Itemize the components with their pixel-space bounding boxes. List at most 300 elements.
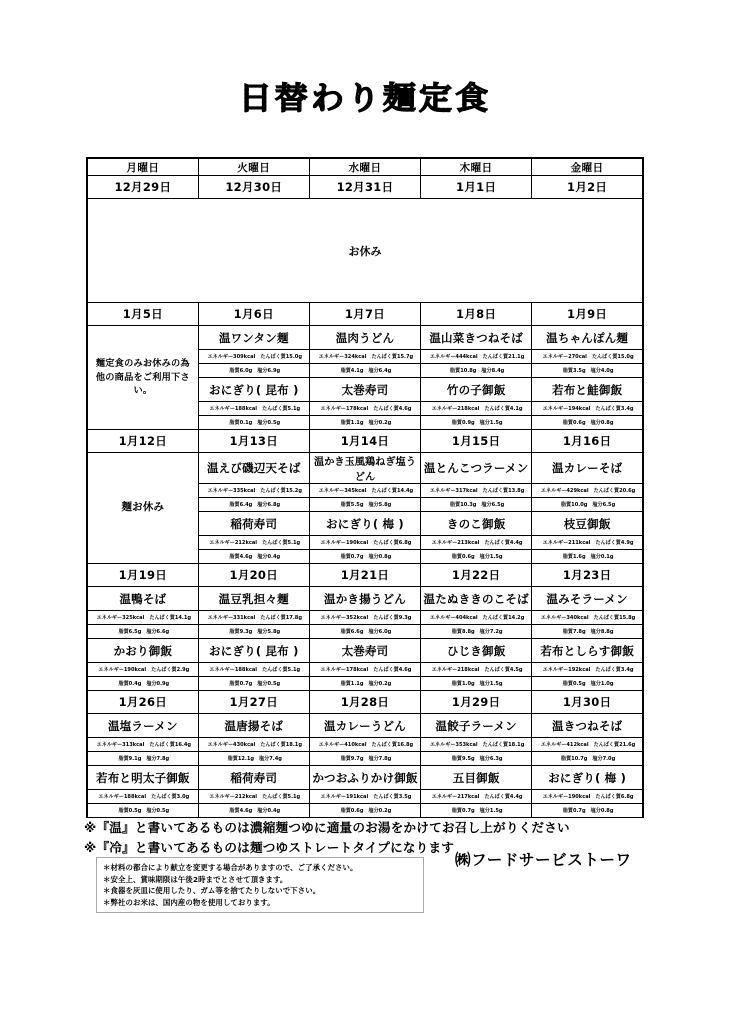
noodle-energy_protein-3-2 — [309, 611, 420, 625]
energy-value: エネルギー194kcal — [542, 406, 591, 412]
noodle-name-4-2: 温カレーうどん — [309, 714, 420, 738]
noodle-energy_protein-2-1 — [198, 484, 309, 498]
date-cell-1-2: 1月7日 — [309, 303, 420, 326]
energy-value: エネルギー178kcal — [320, 667, 369, 673]
noodle-energy_protein-4-2 — [309, 738, 420, 752]
salt-value: 塩分0.1g — [590, 554, 614, 560]
date-row-week-4 — [87, 691, 643, 714]
rice-name-1-4: 若布と鮭御飯 — [532, 378, 643, 402]
protein-value: たんぱく質6.8g — [595, 794, 634, 800]
salt-value: 塩分6.8g — [257, 502, 281, 508]
energy-value: エネルギー313kcal — [96, 742, 145, 748]
protein-value: たんぱく質16.8g — [371, 742, 414, 748]
energy-value: エネルギー190kcal — [98, 667, 147, 673]
noodle-name-2-3: 温とんこつラーメン — [421, 453, 532, 484]
fat-value: 脂質0.1g — [229, 420, 253, 426]
noodle-fat_salt-2-1 — [198, 498, 309, 512]
fat-value: 脂質0.7g — [562, 808, 586, 814]
noodle-fat_salt-1-2 — [309, 364, 420, 378]
noodle-fat_salt-3-3 — [421, 625, 532, 639]
noodle-fat_salt-4-4 — [532, 752, 643, 766]
protein-value: たんぱく質15.0g — [591, 354, 634, 360]
notice-line-1: 麺お休み — [121, 501, 165, 514]
noodle-fat_salt-1-1 — [198, 364, 309, 378]
salt-value: 塩分6.0g — [368, 629, 392, 635]
noodle-fat_salt-row-week-3 — [87, 625, 643, 639]
fat-value: 脂質1.0g — [451, 681, 475, 687]
noodle-fat_salt-2-2 — [309, 498, 420, 512]
weekday-header-2: 水曜日 — [309, 158, 420, 176]
noodle-name-2-2: 温かき玉風鶏ねぎ塩うどん — [309, 453, 420, 484]
noodle-name-row-week-3 — [87, 587, 643, 611]
date-cell-4-3: 1月29日 — [421, 691, 532, 714]
rice-energy_protein-4-4 — [532, 790, 643, 804]
protein-value: たんぱく質15.0g — [260, 354, 302, 360]
protein-value: たんぱく質14.2g — [482, 615, 525, 621]
rice-energy_protein-3-3 — [421, 663, 532, 677]
fat-value: 脂質0.5g — [562, 681, 586, 687]
energy-value: エネルギー353kcal — [429, 742, 478, 748]
energy-value: エネルギー412kcal — [540, 742, 589, 748]
rice-fat_salt-2-4 — [532, 550, 643, 564]
salt-value: 塩分0.8g — [590, 808, 614, 814]
rice-name-3-0: かおり御飯 — [87, 639, 198, 663]
weekday-header-1: 火曜日 — [198, 158, 309, 176]
weekday-header-row — [87, 158, 643, 176]
energy-value: エネルギー404kcal — [429, 615, 478, 621]
protein-value: たんぱく質21.1g — [482, 354, 525, 360]
weekday-header-0: 月曜日 — [87, 158, 198, 176]
fat-value: 脂質5.5g — [340, 502, 364, 508]
rice-name-4-1: 稲荷寿司 — [198, 766, 309, 790]
noodle-energy_protein-row-week-4 — [87, 738, 643, 752]
protein-value: たんぱく質4.6g — [373, 667, 412, 673]
rice-fat_salt-2-2 — [309, 550, 420, 564]
rice-name-1-2: 太巻寿司 — [309, 378, 420, 402]
salt-value: 塩分0.2g — [368, 808, 392, 814]
rice-energy_protein-row-week-4 — [87, 790, 643, 804]
page-title: 日替わり麺定食 — [238, 81, 492, 117]
rice-fat_salt-2-3 — [421, 550, 532, 564]
notice-cell-week-1 — [87, 326, 198, 430]
rice-fat_salt-row-week-3 — [87, 677, 643, 691]
weekday-header-4: 金曜日 — [532, 158, 643, 176]
energy-value: エネルギー309kcal — [207, 354, 256, 360]
rice-fat_salt-3-0 — [87, 677, 198, 691]
salt-value: 塩分1.5g — [479, 808, 503, 814]
rice-name-3-1: おにぎり( 昆布 ) — [198, 639, 309, 663]
rice-name-1-1: おにぎり( 昆布 ) — [198, 378, 309, 402]
energy-value: エネルギー212kcal — [209, 794, 258, 800]
fat-value: 脂質6.0g — [229, 368, 253, 374]
salt-value: 塩分6.5g — [481, 502, 505, 508]
noodle-fat_salt-row-week-4 — [87, 752, 643, 766]
fat-value: 脂質9.5g — [451, 756, 475, 762]
rice-energy_protein-2-1 — [198, 536, 309, 550]
noodle-energy_protein-4-0 — [87, 738, 198, 752]
noodle-energy_protein-3-0 — [87, 611, 198, 625]
date-cell-1-3: 1月8日 — [421, 303, 532, 326]
salt-value: 塩分5.8g — [257, 629, 281, 635]
noodle-name-1-1: 温ワンタン麺 — [198, 326, 309, 350]
protein-value: たんぱく質5.1g — [262, 794, 301, 800]
protein-value: たんぱく質3.4g — [595, 406, 634, 412]
noodle-fat_salt-4-2 — [309, 752, 420, 766]
protein-value: たんぱく質5.1g — [262, 540, 301, 546]
noodle-fat_salt-3-0 — [87, 625, 198, 639]
noodle-fat_salt-4-1 — [198, 752, 309, 766]
energy-value: エネルギー190kcal — [542, 794, 591, 800]
energy-value: エネルギー345kcal — [318, 488, 367, 494]
rice-energy_protein-1-1 — [198, 402, 309, 416]
rice-name-2-2: おにぎり( 梅 ) — [309, 512, 420, 536]
protein-value: たんぱく質4.4g — [484, 794, 523, 800]
fat-value: 脂質12.1g — [227, 756, 255, 762]
fat-value: 脂質9.7g — [340, 756, 364, 762]
fat-value: 脂質4.6g — [229, 554, 253, 560]
noodle-name-1-4: 温ちゃんぽん麺 — [532, 326, 643, 350]
salt-value: 塩分6.3g — [479, 756, 503, 762]
rice-energy_protein-3-2 — [309, 663, 420, 677]
noodle-name-3-1: 温豆乳担々麺 — [198, 587, 309, 611]
rice-fat_salt-3-2 — [309, 677, 420, 691]
noodle-name-row-week-2 — [87, 453, 643, 484]
protein-value: たんぱく質16.4g — [149, 742, 192, 748]
date-cell-1-0: 1月5日 — [87, 303, 198, 326]
noodle-name-row-week-1 — [87, 326, 643, 350]
noodle-energy_protein-4-1 — [198, 738, 309, 752]
rice-fat_salt-1-1 — [198, 416, 309, 430]
rice-energy_protein-1-3 — [421, 402, 532, 416]
fat-value: 脂質0.6g — [562, 420, 586, 426]
protein-value: たんぱく質20.6g — [593, 488, 636, 494]
noodle-name-3-3: 温たぬききのこそば — [421, 587, 532, 611]
salt-value: 塩分5.8g — [368, 502, 392, 508]
noodle-energy_protein-3-3 — [421, 611, 532, 625]
protein-value: たんぱく質3.0g — [151, 794, 190, 800]
fat-value: 脂質8.8g — [451, 629, 475, 635]
date-cell-2-2: 1月14日 — [309, 430, 420, 453]
protein-value: たんぱく質3.4g — [595, 667, 634, 673]
rice-energy_protein-4-0 — [87, 790, 198, 804]
date-cell-2-3: 1月15日 — [421, 430, 532, 453]
protein-value: たんぱく質5.1g — [262, 667, 301, 673]
salt-value: 塩分0.2g — [368, 681, 392, 687]
protein-value: たんぱく質15.7g — [371, 354, 414, 360]
noodle-energy_protein-row-week-3 — [87, 611, 643, 625]
energy-value: エネルギー325kcal — [96, 615, 145, 621]
date-cell-0-0: 12月29日 — [87, 176, 198, 199]
energy-value: エネルギー335kcal — [207, 488, 256, 494]
noodle-name-1-2: 温肉うどん — [309, 326, 420, 350]
noodle-name-4-1: 温唐揚そば — [198, 714, 309, 738]
noodle-name-3-0: 温鴨そば — [87, 587, 198, 611]
fat-value: 脂質6.6g — [340, 629, 364, 635]
energy-value: エネルギー430kcal — [207, 742, 256, 748]
salt-value: 塩分0.2g — [368, 420, 392, 426]
protein-value: たんぱく質4.5g — [484, 667, 523, 673]
fat-value: 脂質10.3g — [450, 502, 477, 508]
notice-cell-week-2 — [87, 453, 198, 564]
salt-value: 塩分1.0g — [590, 681, 614, 687]
rice-fat_salt-4-3 — [421, 804, 532, 818]
salt-value: 塩分0.5g — [257, 681, 281, 687]
date-cell-0-2: 12月31日 — [309, 176, 420, 199]
noodle-energy_protein-4-3 — [421, 738, 532, 752]
energy-value: エネルギー331kcal — [207, 615, 256, 621]
salt-value: 塩分0.8g — [590, 420, 614, 426]
rice-name-2-1: 稲荷寿司 — [198, 512, 309, 536]
salt-value: 塩分0.4g — [257, 554, 281, 560]
fat-value: 脂質10.7g — [560, 756, 588, 762]
salt-value: 塩分0.9g — [146, 681, 170, 687]
fat-value: 脂質6.4g — [229, 502, 253, 508]
fat-value: 脂質7.8g — [562, 629, 586, 635]
date-cell-2-4: 1月16日 — [532, 430, 643, 453]
rice-fat_salt-4-0 — [87, 804, 198, 818]
protein-value: たんぱく質5.1g — [262, 406, 301, 412]
fat-value: 脂質0.7g — [451, 808, 475, 814]
rice-fat_salt-row-week-4 — [87, 804, 643, 818]
notice-line-2: 他の商品をご利用下さい。 — [95, 371, 190, 397]
rice-energy_protein-2-2 — [309, 536, 420, 550]
protein-value: たんぱく質13.8g — [482, 488, 525, 494]
date-cell-3-2: 1月21日 — [309, 564, 420, 587]
noodle-name-1-3: 温山菜きつねそば — [421, 326, 532, 350]
date-row-week-3 — [87, 564, 643, 587]
fat-value: 脂質4.1g — [340, 368, 364, 374]
note-warm: ※『温』と書いてあるものは濃縮麺つゆに適量のお湯をかけてお召し上がりください — [84, 820, 570, 835]
salt-value: 塩分7.0g — [592, 756, 616, 762]
protein-value: たんぱく質15.2g — [260, 488, 302, 494]
salt-value: 塩分6.5g — [592, 502, 616, 508]
noodle-name-3-4: 温みそラーメン — [532, 587, 643, 611]
rice-energy_protein-2-4 — [532, 536, 643, 550]
salt-value: 塩分0.5g — [146, 808, 170, 814]
note-cold: ※『冷』と書いてあるものは麺つゆストレートタイプになります — [84, 840, 455, 856]
rice-fat_salt-4-4 — [532, 804, 643, 818]
energy-value: エネルギー270cal — [542, 354, 587, 360]
rice-name-4-4: おにぎり( 梅 ) — [532, 766, 643, 790]
energy-value: エネルギー178kcal — [320, 406, 369, 412]
protein-value: たんぱく質14.1g — [149, 615, 192, 621]
date-cell-4-1: 1月27日 — [198, 691, 309, 714]
salt-value: 塩分4.0g — [590, 368, 614, 374]
protein-value: たんぱく質2.9g — [151, 667, 190, 673]
energy-value: エネルギー188kcal — [209, 406, 258, 412]
fat-value: 脂質10.0g — [560, 502, 588, 508]
fat-value: 脂質0.7g — [340, 554, 364, 560]
fat-value: 脂質1.1g — [340, 420, 364, 426]
protein-value: たんぱく質18.1g — [482, 742, 525, 748]
noodle-energy_protein-1-2 — [309, 350, 420, 364]
energy-value: エネルギー190kcal — [320, 540, 369, 546]
salt-value: 塩分7.8g — [146, 756, 170, 762]
protein-value: たんぱく質4.4g — [484, 540, 523, 546]
energy-value: エネルギー211kcal — [542, 540, 591, 546]
rice-name-3-4: 若布としらす御飯 — [532, 639, 643, 663]
salt-value: 塩分7.4g — [259, 756, 282, 762]
noodle-fat_salt-1-4 — [532, 364, 643, 378]
rice-fat_salt-1-2 — [309, 416, 420, 430]
date-cell-4-2: 1月28日 — [309, 691, 420, 714]
rice-name-4-0: 若布と明太子御飯 — [87, 766, 198, 790]
date-row-week-2 — [87, 430, 643, 453]
rice-fat_salt-1-4 — [532, 416, 643, 430]
protein-value: たんぱく質21.6g — [593, 742, 636, 748]
holiday-row-week-0 — [87, 199, 643, 303]
fat-value: 脂質1.1g — [340, 681, 364, 687]
fat-value: 脂質0.6g — [451, 554, 475, 560]
rice-fat_salt-4-2 — [309, 804, 420, 818]
salt-value: 塩分0.4g — [257, 808, 281, 814]
fat-value: 脂質0.4g — [118, 681, 142, 687]
noodle-name-2-1: 温えび磯辺天そば — [198, 453, 309, 484]
rice-energy_protein-3-0 — [87, 663, 198, 677]
rice-name-2-4: 枝豆御飯 — [532, 512, 643, 536]
rice-energy_protein-3-1 — [198, 663, 309, 677]
rice-fat_salt-4-1 — [198, 804, 309, 818]
energy-value: エネルギー218kcal — [431, 406, 480, 412]
disclaimer-line-2: ＊食器を灰皿に使用したり、ガム等を捨てたりしないで下さい。 — [103, 886, 321, 896]
rice-energy_protein-2-3 — [421, 536, 532, 550]
noodle-name-4-4: 温きつねそば — [532, 714, 643, 738]
date-cell-3-1: 1月20日 — [198, 564, 309, 587]
date-cell-1-4: 1月9日 — [532, 303, 643, 326]
rice-energy_protein-1-2 — [309, 402, 420, 416]
noodle-energy_protein-2-3 — [421, 484, 532, 498]
energy-value: エネルギー218kcal — [431, 667, 480, 673]
energy-value: エネルギー188kcal — [209, 667, 258, 673]
date-cell-3-4: 1月23日 — [532, 564, 643, 587]
salt-value: 塩分6.9g — [257, 368, 281, 374]
rice-name-row-week-4 — [87, 766, 643, 790]
noodle-energy_protein-3-1 — [198, 611, 309, 625]
date-cell-0-3: 1月1日 — [421, 176, 532, 199]
salt-value: 塩分8.8g — [590, 629, 614, 635]
rice-energy_protein-4-2 — [309, 790, 420, 804]
protein-value: たんぱく質14.4g — [371, 488, 414, 494]
noodle-name-2-4: 温カレーそば — [532, 453, 643, 484]
rice-name-1-3: 竹の子御飯 — [421, 378, 532, 402]
disclaimer-line-1: ＊安全上、賞味期限は午後2時までとさせて頂きます。 — [103, 874, 288, 884]
salt-value: 塩分7.2g — [479, 629, 503, 635]
protein-value: たんぱく質9.3g — [373, 615, 412, 621]
date-row-week-1 — [87, 303, 643, 326]
noodle-energy_protein-2-4 — [532, 484, 643, 498]
energy-value: エネルギー317kcal — [429, 488, 478, 494]
noodle-name-3-2: 温かき揚うどん — [309, 587, 420, 611]
protein-value: たんぱく質4.1g — [484, 406, 523, 412]
fat-value: 脂質4.6g — [229, 808, 253, 814]
date-cell-2-1: 1月13日 — [198, 430, 309, 453]
date-cell-1-1: 1月6日 — [198, 303, 309, 326]
energy-value: エネルギー192kcal — [542, 667, 591, 673]
date-cell-2-0: 1月12日 — [87, 430, 198, 453]
fat-value: 脂質0.6g — [340, 808, 364, 814]
energy-value: エネルギー213kcal — [431, 540, 480, 546]
salt-value: 塩分7.8g — [368, 756, 392, 762]
energy-value: エネルギー188kcal — [98, 794, 147, 800]
fat-value: 脂質0.9g — [451, 420, 475, 426]
salt-value: 塩分6.4g — [368, 368, 392, 374]
rice-energy_protein-row-week-3 — [87, 663, 643, 677]
energy-value: エネルギー340kcal — [540, 615, 589, 621]
protein-value: たんぱく質6.8g — [373, 540, 412, 546]
page-title-container — [0, 81, 730, 117]
noodle-fat_salt-2-4 — [532, 498, 643, 512]
rice-name-3-3: ひじき御飯 — [421, 639, 532, 663]
fat-value: 脂質9.1g — [118, 756, 142, 762]
noodle-fat_salt-3-4 — [532, 625, 643, 639]
rice-fat_salt-3-4 — [532, 677, 643, 691]
rice-name-row-week-3 — [87, 639, 643, 663]
noodle-name-4-0: 温塩ラーメン — [87, 714, 198, 738]
energy-value: エネルギー191kcal — [320, 794, 369, 800]
noodle-name-row-week-4 — [87, 714, 643, 738]
protein-value: たんぱく質18.1g — [260, 742, 302, 748]
rice-fat_salt-2-1 — [198, 550, 309, 564]
rice-name-4-2: かつおふりかけ御飯 — [309, 766, 420, 790]
fat-value: 脂質3.5g — [562, 368, 586, 374]
noodle-fat_salt-4-3 — [421, 752, 532, 766]
salt-value: 塩分1.5g — [479, 420, 503, 426]
company-name: ㈱フードサービストーワ — [455, 851, 632, 869]
date-cell-4-4: 1月30日 — [532, 691, 643, 714]
rice-energy_protein-3-4 — [532, 663, 643, 677]
disclaimer-box — [96, 857, 424, 913]
noodle-energy_protein-1-3 — [421, 350, 532, 364]
energy-value: エネルギー217kcal — [431, 794, 480, 800]
holiday-cell: お休み — [87, 199, 643, 303]
disclaimer-line-0: ＊材料の都合により献立を変更する場合がありますので、ご了承ください。 — [103, 863, 358, 872]
salt-value: 塩分1.5g — [479, 554, 503, 560]
rice-energy_protein-4-3 — [421, 790, 532, 804]
weekday-header-3: 木曜日 — [421, 158, 532, 176]
rice-fat_salt-3-3 — [421, 677, 532, 691]
energy-value: エネルギー444kcal — [429, 354, 478, 360]
fat-value: 脂質0.5g — [118, 808, 142, 814]
rice-energy_protein-4-1 — [198, 790, 309, 804]
fat-value: 脂質10.8g — [450, 368, 477, 374]
date-cell-0-4: 1月2日 — [532, 176, 643, 199]
date-cell-4-0: 1月26日 — [87, 691, 198, 714]
weekly-menu-table — [86, 157, 644, 818]
rice-energy_protein-1-4 — [532, 402, 643, 416]
fat-value: 脂質1.6g — [562, 554, 586, 560]
noodle-fat_salt-1-3 — [421, 364, 532, 378]
rice-name-4-3: 五目御飯 — [421, 766, 532, 790]
protein-value: たんぱく質4.9g — [595, 540, 634, 546]
protein-value: たんぱく質4.6g — [373, 406, 412, 412]
energy-value: エネルギー429kcal — [540, 488, 589, 494]
protein-value: たんぱく質3.5g — [373, 794, 412, 800]
salt-value: 塩分0.8g — [368, 554, 392, 560]
fat-value: 脂質9.3g — [229, 629, 253, 635]
energy-value: エネルギー410kcal — [318, 742, 367, 748]
protein-value: たんぱく質17.8g — [260, 615, 302, 621]
noodle-energy_protein-2-2 — [309, 484, 420, 498]
noodle-name-4-3: 温餃子ラーメン — [421, 714, 532, 738]
disclaimer-line-3: ＊弊社のお米は、国内産の物を使用しております。 — [103, 898, 275, 908]
noodle-fat_salt-4-0 — [87, 752, 198, 766]
salt-value: 塩分6.6g — [146, 629, 170, 635]
rice-name-2-3: きのこ御飯 — [421, 512, 532, 536]
rice-fat_salt-3-1 — [198, 677, 309, 691]
noodle-fat_salt-2-3 — [421, 498, 532, 512]
energy-value: エネルギー212kcal — [209, 540, 258, 546]
energy-value: エネルギー352kcal — [320, 615, 369, 621]
